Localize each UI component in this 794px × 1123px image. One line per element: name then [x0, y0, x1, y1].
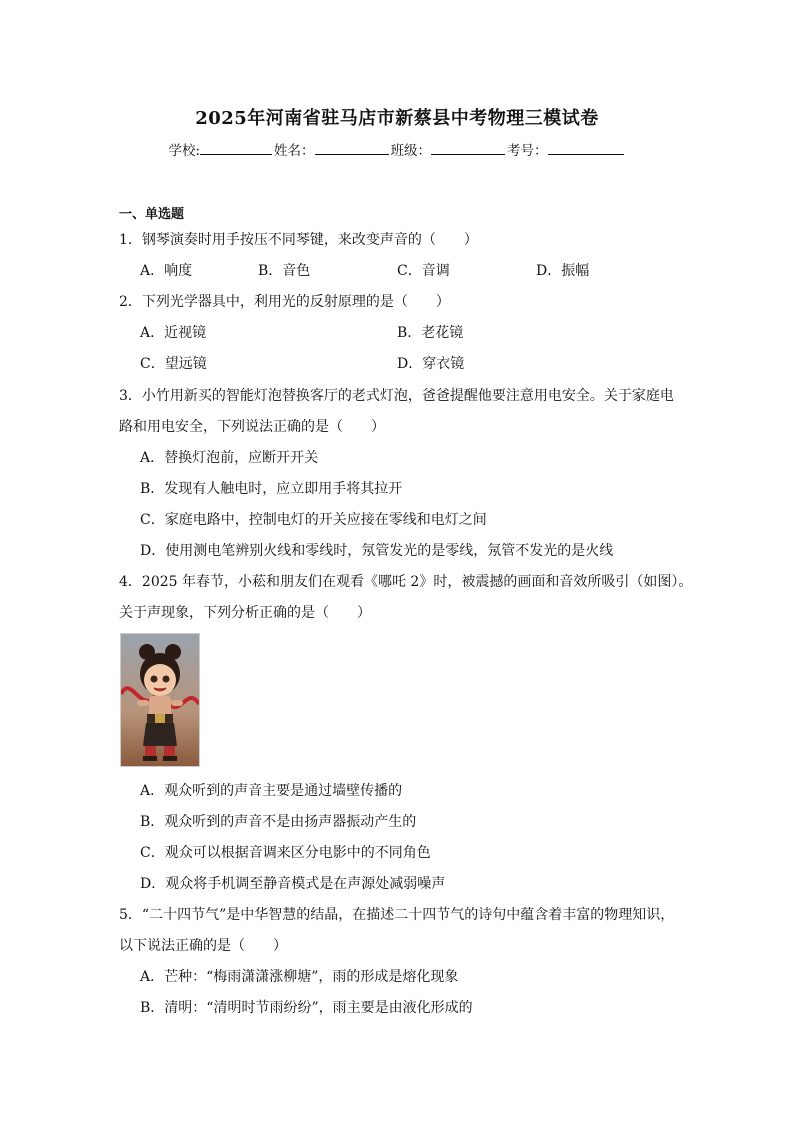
question-1-option-d: D．振幅: [536, 263, 590, 279]
question-4-option-b: B．观众听到的声音不是由扬声器振动产生的: [140, 814, 417, 830]
question-2-stem: 2．下列光学器具中，利用光的反射原理的是（ ）: [119, 294, 450, 310]
exam-number-label: 考号：: [507, 143, 548, 159]
question-5-option-a: A．芒种：“梅雨潇潇涨柳塘”，雨的形成是熔化现象: [140, 969, 459, 985]
name-label: 姓名：: [274, 143, 315, 159]
exam-title: 2025年河南省驻马店市新蔡县中考物理三模试卷: [195, 108, 599, 129]
class-blank: [431, 140, 505, 155]
exam-number-blank: [548, 140, 624, 155]
question-4-option-c: C．观众可以根据音调来区分电影中的不同角色: [140, 845, 431, 861]
question-5-option-b: B．清明：“清明时节雨纷纷”，雨主要是由液化形成的: [140, 1000, 473, 1016]
class-label: 班级：: [390, 143, 432, 159]
question-3-stem-line-2: 路和用电安全，下列说法正确的是（ ）: [119, 419, 385, 435]
question-5-stem-line-1: 5．“二十四节气”是中华智慧的结晶，在描述二十四节气的诗句中蕴含着丰富的物理知识，: [119, 907, 675, 923]
question-1-option-c: C．音调: [397, 263, 450, 279]
question-3-option-c: C．家庭电路中，控制电灯的开关应接在零线和电灯之间: [140, 512, 487, 528]
question-4-stem-line-2: 关于声现象，下列分析正确的是（ ）: [119, 605, 371, 621]
student-info-line: [0, 139, 794, 159]
question-3-option-b: B．发现有人触电时，应立即用手将其拉开: [140, 481, 403, 497]
question-1-option-b: B．音色: [258, 263, 311, 279]
question-1-stem: 1．钢琴演奏时用手按压不同琴键，来改变声音的（ ）: [119, 232, 478, 248]
question-4-option-a: A．观众听到的声音主要是通过墙壁传播的: [140, 783, 403, 799]
question-3-option-d: D．使用测电笔辨别火线和零线时，氖管发光的是零线，氖管不发光的是火线: [140, 543, 614, 559]
question-2-option-c: C．望远镜: [140, 356, 207, 372]
school-blank: [200, 140, 272, 155]
question-4-option-d: D．观众将手机调至静音模式是在声源处减弱噪声: [140, 876, 446, 892]
question-4-stem-line-1: 4．2025 年春节，小菘和朋友们在观看《哪吒 2》时，被震撼的画面和音效所吸引（如图）。: [119, 574, 693, 590]
section-heading: 一、单选题: [119, 207, 185, 222]
name-blank: [315, 140, 389, 155]
nezha-character-image: [120, 633, 200, 767]
question-3-option-a: A．替换灯泡前，应断开开关: [140, 450, 319, 466]
question-2-option-d: D．穿衣镜: [397, 356, 465, 372]
question-1-option-a: A．响度: [140, 263, 193, 279]
question-5-stem-line-2: 以下说法正确的是（ ）: [119, 938, 287, 954]
question-2-option-b: B．老花镜: [397, 325, 464, 341]
question-2-option-a: A．近视镜: [140, 325, 207, 341]
school-label: 学校:: [168, 143, 201, 159]
question-3-stem-line-1: 3．小竹用新买的智能灯泡替换客厅的老式灯泡，爸爸提醒他要注意用电安全。关于家庭电: [119, 388, 674, 404]
